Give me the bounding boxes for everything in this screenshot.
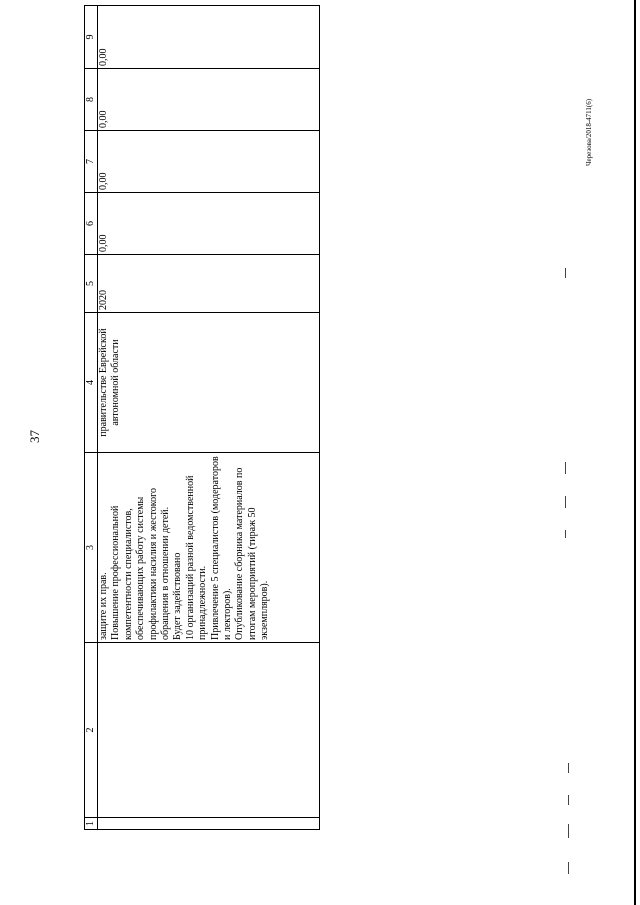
cell-amount: 0,00 <box>98 131 320 193</box>
column-number: 1 <box>85 818 98 830</box>
budget-table <box>84 6 320 830</box>
column-number: 8 <box>85 69 98 131</box>
scan-mark <box>568 795 569 805</box>
cell-col2 <box>98 643 320 818</box>
column-number: 3 <box>85 453 98 643</box>
document-code: Черезова/2018-4711(6) <box>585 98 593 166</box>
scan-mark <box>565 530 566 538</box>
column-number: 4 <box>85 313 98 453</box>
scan-mark <box>568 763 569 773</box>
cell-amount: 0,00 <box>98 6 320 69</box>
column-number: 5 <box>85 255 98 313</box>
page-number: 37 <box>27 430 42 443</box>
scan-mark <box>568 862 569 874</box>
table <box>84 5 320 830</box>
cell-year: 2020 <box>98 255 320 313</box>
scan-edge-line <box>634 0 636 905</box>
column-number: 7 <box>85 131 98 193</box>
column-number: 9 <box>85 6 98 69</box>
cell-amount: 0,00 <box>98 193 320 255</box>
scan-mark <box>565 268 566 278</box>
scan-mark <box>565 462 566 474</box>
column-number: 6 <box>85 193 98 255</box>
cell-executor: правительстве Еврейской автономной области <box>98 313 320 453</box>
cell-amount: 0,00 <box>98 69 320 131</box>
column-number-row <box>85 6 98 830</box>
scan-mark <box>568 824 569 838</box>
cell-col1 <box>98 818 320 830</box>
column-number: 2 <box>85 643 98 818</box>
table-row <box>98 6 320 830</box>
cell-description: защите их прав. Повышение профессиональной компетентности специалистов, обеспечивающих работу системы профилактики насилия и жестокого обращения в отношении детей. Будет задействовано 10 организаций разной ведомственной принадлежности. Привлечение 5 специалистов (модераторов и лекторов). Опубликование сборника материалов по итогам мероприятий (тираж 50 экземпляров). <box>98 453 320 643</box>
scan-mark <box>565 496 566 508</box>
